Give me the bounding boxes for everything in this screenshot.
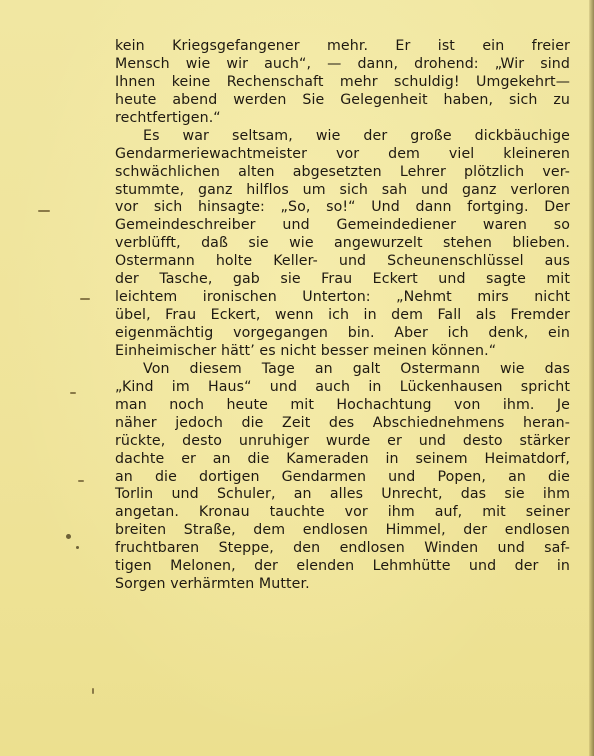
text-line: man noch heute mit Hochachtung von ihm. Je [115,396,570,413]
text-line: Mensch wie wir auch“, — dann, drohend: „Wir sind [115,55,570,72]
text-line: Es war seltsam, wie der große dickbäuchige [143,127,570,144]
text-line: fruchtbaren Steppe, den endlosen Winden und saf- [115,540,570,557]
ink-spot [76,546,79,549]
text-line: heute abend werden Sie Gelegenheit haben, sich zu [115,91,570,108]
text-line: eigenmächtig vorgegangen bin. Aber ich denk, ein [115,325,570,341]
text-line: Sorgen verhärmten Mutter. [115,576,310,593]
text-line: breiten Straße, dem endlosen Himmel, der endlosen [115,522,570,539]
margin-mark [80,298,90,300]
text-line: rechtfertigen.“ [115,109,221,126]
text-line: Ihnen keine Rechenschaft mehr schuldig! Umgekehrt— [115,73,570,90]
text-line: schwächlichen alten abgesetzten Lehrer plötzlich ver- [115,163,570,180]
text-line: kein Kriegsgefangener mehr. Er ist ein freier [115,38,570,54]
page-edge [589,0,594,756]
text-line: verblüfft, daß sie wie angewurzelt stehen blieben. [115,235,570,252]
ink-spot [66,534,71,539]
text-line: rückte, desto unruhiger wurde er und desto stärker [115,432,570,449]
text-line: Gendarmeriewachtmeister vor dem viel kleineren [115,145,570,162]
text-line: leichtem ironischen Unterton: „Nehmt mirs nicht [115,289,570,306]
text-line: näher jedoch die Zeit des Abschiednehmens heran- [115,414,570,431]
margin-mark [70,392,76,394]
text-line: Gemeindeschreiber und Gemeindediener waren so [115,217,570,234]
text-line: Ostermann holte Keller- und Scheunenschlüssel aus [115,253,570,270]
margin-mark [38,210,50,212]
margin-mark [78,480,84,482]
text-line: der Tasche, gab sie Frau Eckert und sagte mit [115,271,570,288]
text-line: stummte, ganz hilflos um sich sah und ganz verloren [115,181,570,198]
margin-mark [92,688,94,694]
body-text [115,38,570,594]
text-line: übel, Frau Eckert, wenn ich in dem Fall als Fremder [115,307,570,324]
text-line: vor sich hinsagte: „So, so!“ Und dann fortging. Der [115,199,570,216]
text-line: „Kind im Haus“ und auch in Lückenhausen spricht [115,378,570,395]
text-line: Torlin und Schuler, an alles Unrecht, das sie ihm [115,486,570,503]
text-line: an die dortigen Gendarmen und Popen, an die [115,468,570,485]
text-line: angetan. Kronau tauchte vor ihm auf, mit seiner [115,504,570,521]
text-line: Von diesem Tage an galt Ostermann wie das [143,360,570,377]
text-line: tigen Melonen, der elenden Lehmhütte und der in [115,558,570,575]
text-line: dachte er an die Kameraden in seinem Heimatdorf, [115,450,570,467]
text-line: Einheimischer hätt’ es nicht besser meinen können.“ [115,342,497,359]
